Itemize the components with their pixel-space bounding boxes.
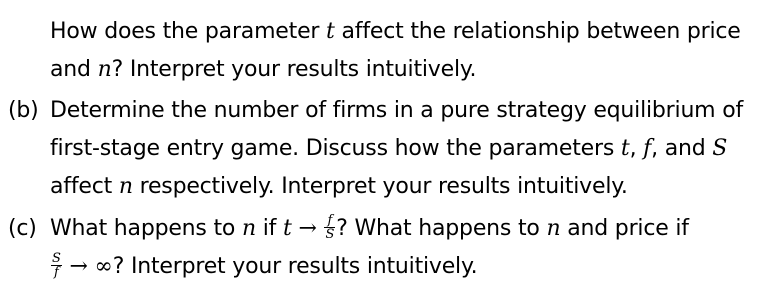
intro-line-1 <box>50 17 741 47</box>
part-b-line3-text: affect <box>50 174 119 199</box>
fraction-f-over-S <box>324 214 335 241</box>
part-c-line1-tail: and price if <box>560 216 689 241</box>
part-b-line2-text: first-stage entry game. Discuss how the parameters <box>50 136 621 161</box>
var-S: S <box>712 136 728 161</box>
arrow-symbol: → <box>298 216 317 241</box>
fraction-denominator: S <box>325 226 335 242</box>
var-n: n <box>546 216 561 241</box>
part-b-line-1: Determine the number of firms in a pure strategy equilibrium of <box>50 98 744 123</box>
var-t: t <box>283 216 292 241</box>
part-c-line2-tail: ? Interpret your results intuitively. <box>112 254 478 279</box>
part-c-line-1 <box>50 214 689 244</box>
part-c-label: (c) <box>8 216 37 241</box>
infinity-symbol: ∞ <box>94 254 113 279</box>
part-b-line3-tail: respectively. Interpret your results intuitively. <box>132 174 628 199</box>
var-n: n <box>97 57 112 82</box>
intro-line1-text: How does the parameter <box>50 19 327 44</box>
intro-line2-tail: ? Interpret your results intuitively. <box>111 57 477 82</box>
separator: , and <box>651 136 713 161</box>
intro-line2-text: and <box>50 57 98 82</box>
part-b-line-3 <box>50 172 628 202</box>
part-c-line-2 <box>50 252 477 282</box>
intro-line1-tail: affect the relationship between price <box>334 19 741 44</box>
var-n: n <box>118 174 133 199</box>
part-b-line-2 <box>50 134 727 164</box>
part-b-label: (b) <box>8 98 39 123</box>
var-f: f <box>643 136 652 161</box>
part-c-line1-mid2: ? What happens to <box>336 216 547 241</box>
var-n: n <box>241 216 256 241</box>
fraction-numerator: S <box>52 250 61 266</box>
intro-line-2 <box>50 55 476 85</box>
var-t: t <box>620 136 630 161</box>
part-c-line1-text: What happens to <box>50 216 242 241</box>
fraction-S-over-f <box>51 252 62 279</box>
part-c-line1-mid: if <box>255 216 283 241</box>
separator: , <box>629 136 644 161</box>
fraction-numerator: f <box>324 214 335 228</box>
var-t: t <box>326 19 335 44</box>
fraction-denominator: f <box>54 264 59 280</box>
arrow-symbol: → <box>69 254 88 279</box>
